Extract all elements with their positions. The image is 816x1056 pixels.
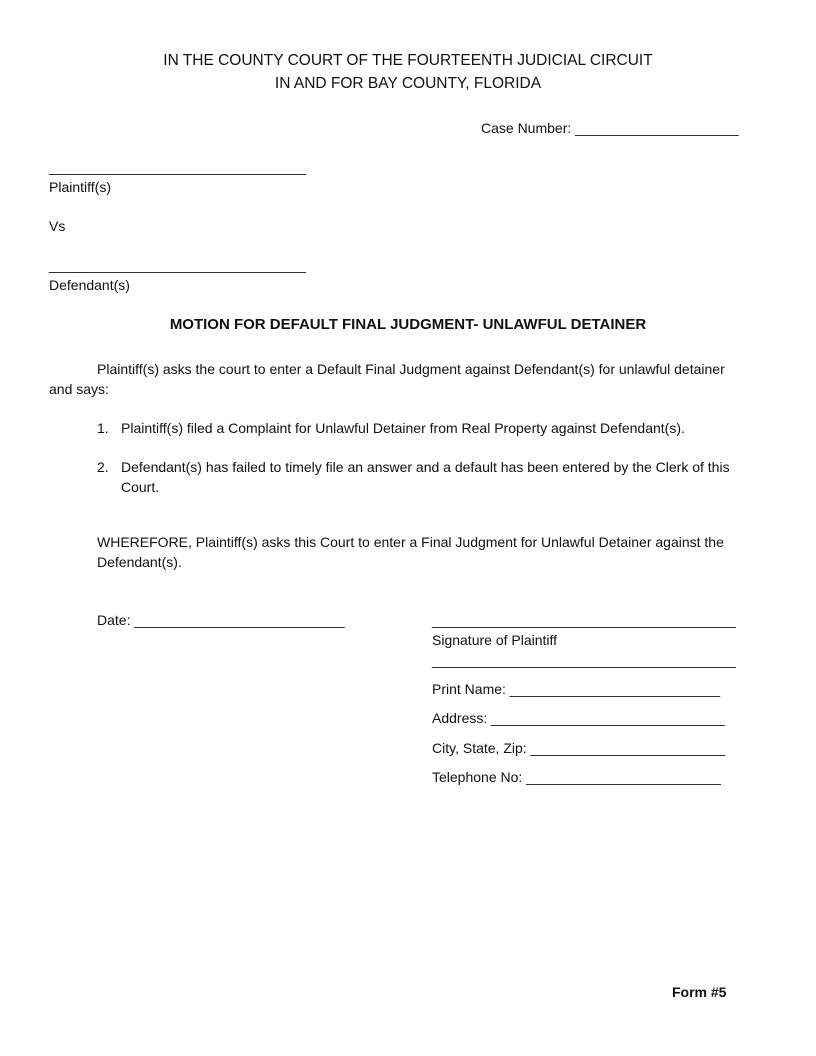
list-item-text-continued: Court.	[121, 479, 160, 495]
signature-line-2: _______________________________________	[432, 652, 736, 668]
list-item-number: 1.	[97, 420, 109, 436]
plaintiff-blank-line: _________________________________	[49, 159, 306, 175]
list-item-text: Plaintiff(s) filed a Complaint for Unlawful Detainer from Real Property against Defendant(s).	[121, 420, 685, 436]
case-number-field: Case Number: _____________________	[481, 120, 739, 136]
defendant-blank-line: _________________________________	[49, 257, 306, 273]
telephone-field: Telephone No: _________________________	[432, 769, 721, 785]
list-item	[97, 418, 685, 438]
date-field: Date: ___________________________	[97, 612, 345, 628]
document-title: MOTION FOR DEFAULT FINAL JUDGMENT- UNLAWFUL DETAINER	[169, 316, 647, 333]
intro-line1: Plaintiff(s) asks the court to enter a Default Final Judgment against Defendant(s) for unlawful detainer	[97, 361, 725, 377]
list-item-number: 2.	[97, 459, 109, 475]
form-number: Form #5	[672, 984, 727, 1000]
court-heading-line2: IN AND FOR BAY COUNTY, FLORIDA	[274, 75, 542, 92]
court-heading-line1: IN THE COUNTY COURT OF THE FOURTEENTH JUDICIAL CIRCUIT	[163, 52, 653, 69]
wherefore-line2: Defendant(s).	[97, 554, 182, 570]
defendant-label: Defendant(s)	[49, 277, 130, 293]
versus-label: Vs	[49, 218, 66, 234]
list-item	[97, 457, 730, 495]
wherefore-line1: WHEREFORE, Plaintiff(s) asks this Court to enter a Final Judgment for Unlawful Detainer against the	[97, 534, 724, 550]
plaintiff-label: Plaintiff(s)	[49, 179, 111, 195]
signature-label: Signature of Plaintiff	[432, 632, 558, 648]
signature-line: _______________________________________	[432, 612, 736, 628]
intro-line2: and says:	[49, 381, 109, 397]
print-name-field: Print Name: ___________________________	[432, 681, 721, 697]
address-field: Address: ______________________________	[432, 710, 725, 726]
city-state-zip-field: City, State, Zip: _________________________	[432, 740, 726, 756]
list-item-text: Defendant(s) has failed to timely file an answer and a default has been entered by the Clerk of this	[121, 459, 730, 475]
